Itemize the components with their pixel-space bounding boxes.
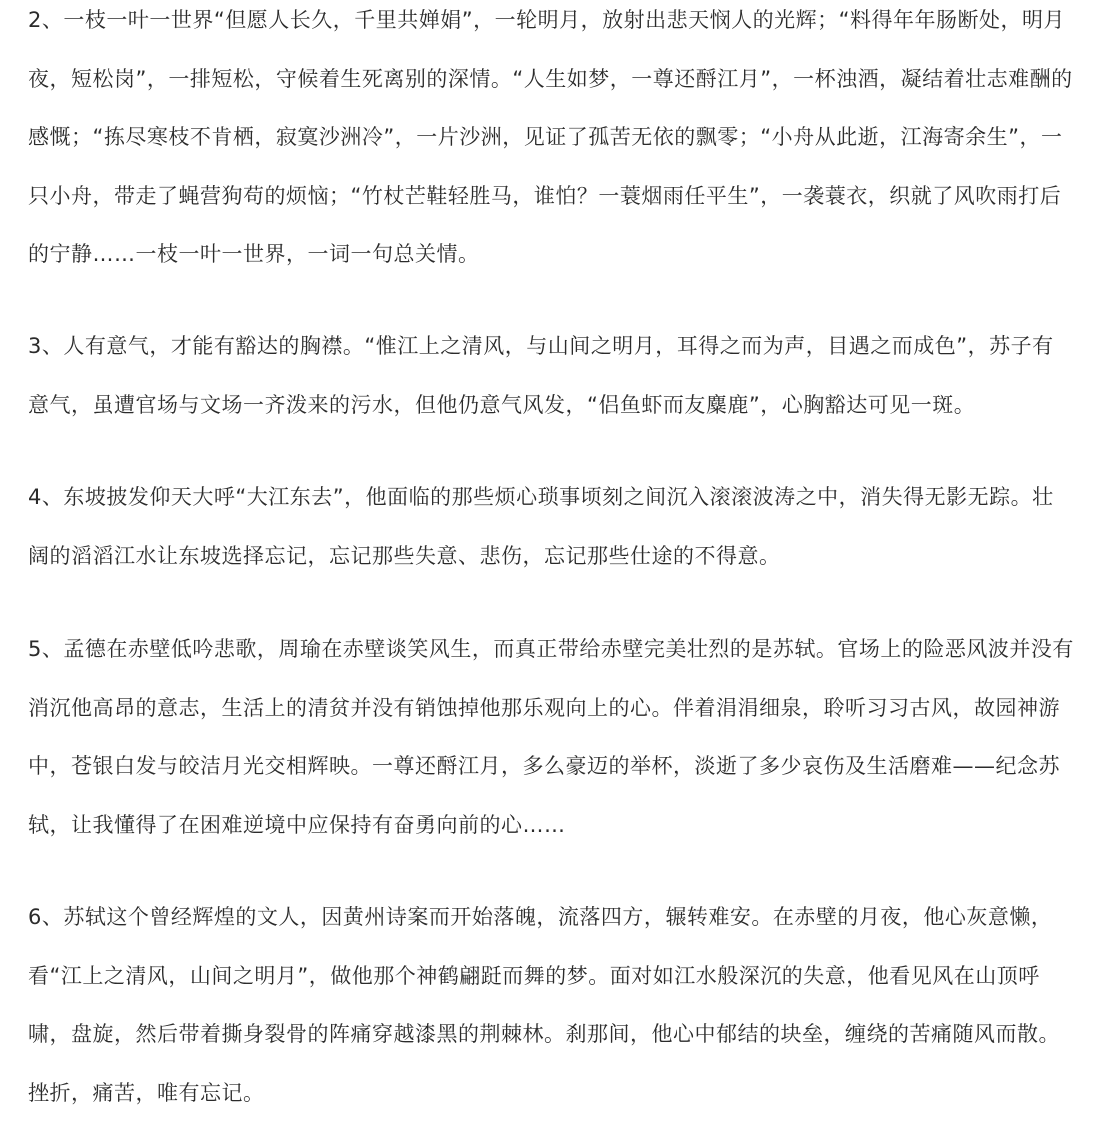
paragraph-6: 6、苏轼这个曾经辉煌的文人，因黄州诗案而开始落魄，流落四方，辗转难安。在赤壁的月夜，他心灰意懒，看“江上之清风，山间之明月”，做他那个神鹤翩跹而舞的梦。面对如江水般深沉的失意，他看见风在山顶呼啸，盘旋，然后带着撕身裂骨的阵痛穿越漆黑的荆棘林。刹那间，他心中郁结的块垒，缠绕的苦痛随风而散。挫折，痛苦，唯有忘记。 <box>28 905 1060 1105</box>
paragraph-5: 5、孟德在赤壁低吟悲歌，周瑜在赤壁谈笑风生，而真正带给赤壁完美壮烈的是苏轼。官场上的险恶风波并没有消沉他高昂的意志，生活上的清贫并没有销蚀掉他那乐观向上的心。伴着涓涓细泉，聆听习习古风，故园神游中，苍银白发与皎洁月光交相辉映。一尊还酹江月，多么豪迈的举杯，淡逝了多少哀伤及生活磨难——纪念苏轼，让我懂得了在困难逆境中应保持有奋勇向前的心…… <box>28 637 1074 837</box>
paragraph-4: 4、东坡披发仰天大呼“大江东去”，他面临的那些烦心琐事顷刻之间沉入滚滚波涛之中，消失得无影无踪。壮阔的滔滔江水让东坡选择忘记，忘记那些失意、悲伤，忘记那些仕途的不得意。 <box>28 485 1054 568</box>
paragraph-3: 3、人有意气，才能有豁达的胸襟。“惟江上之清风，与山间之明月，耳得之而为声，目遇之而成色”，苏子有意气，虽遭官场与文场一齐泼来的污水，但他仍意气风发，“侣鱼虾而友麋鹿”，心胸豁达可见一斑。 <box>28 334 1054 417</box>
paragraph-2: 2、一枝一叶一世界“但愿人长久，千里共婵娟”，一轮明月，放射出悲天悯人的光辉；“料得年年肠断处，明月夜，短松岗”，一排短松，守候着生死离别的深情。“人生如梦，一尊还酹江月”，一杯浊酒，凝结着壮志难酬的感慨；“拣尽寒枝不肯栖，寂寞沙洲冷”，一片沙洲，见证了孤苦无依的飘零；“小舟从此逝，江海寄余生”，一只小舟，带走了蝇营狗苟的烦恼；“竹杖芒鞋轻胜马，谁怕？一蓑烟雨任平生”，一袭蓑衣，织就了风吹雨打后的宁静……一枝一叶一世界，一词一句总关情。 <box>28 8 1073 266</box>
